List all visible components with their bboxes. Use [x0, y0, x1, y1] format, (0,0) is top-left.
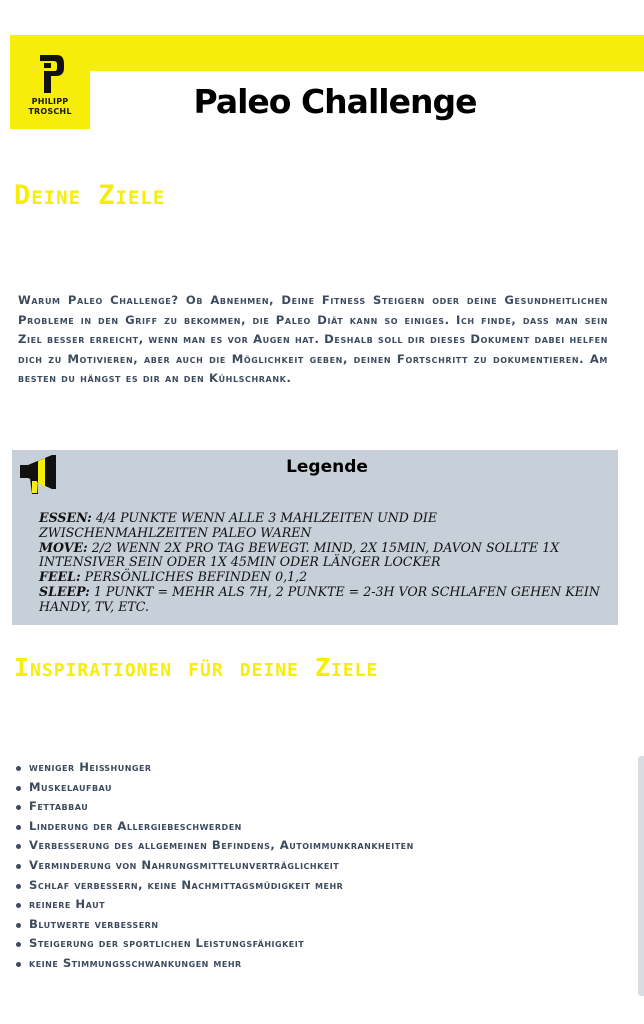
brand-line-2: TROSCHL — [28, 107, 72, 116]
bullet-icon — [16, 786, 21, 791]
list-item-text: weniger Heißhunger — [29, 760, 152, 774]
legend-item-sleep — [39, 585, 609, 615]
list-item — [14, 895, 614, 915]
legend-list — [39, 511, 609, 615]
bullet-icon — [16, 903, 21, 908]
brand-name — [10, 97, 90, 117]
list-item-text: Verbesserung des allgemeinen Befindens, Autoimmunkrankheiten — [29, 838, 414, 853]
legend-term: ESSEN: — [39, 510, 92, 525]
bullet-icon — [16, 805, 21, 810]
list-item — [14, 836, 614, 856]
list-item — [14, 954, 614, 974]
list-item-text: Muskelaufbau — [29, 779, 113, 794]
inspirations-list — [14, 758, 614, 974]
legend-item-feel — [39, 570, 609, 585]
list-item — [14, 797, 614, 817]
bullet-icon — [16, 962, 21, 967]
list-item-text: Linderung der Allergiebeschwerden — [29, 818, 242, 833]
bullet-icon — [16, 864, 21, 869]
list-item-text: Schlaf verbessern, keine Nachmittagsmüdigkeit mehr — [29, 877, 344, 892]
bullet-icon — [16, 942, 21, 947]
brand-logo — [10, 35, 90, 129]
bullet-icon — [16, 766, 21, 771]
list-item-text: Blutwerte verbessern — [29, 916, 159, 931]
legend-text: 1 PUNKT = MEHR ALS 7H, 2 PUNKTE = 2-3H VOR SCHLAFEN GEHEN KEIN HANDY, TV, ETC. — [39, 583, 600, 614]
header-accent-band — [10, 35, 644, 71]
legend-text: PERSÖNLICHES BEFINDEN 0,1,2 — [84, 569, 308, 585]
list-item — [14, 758, 614, 778]
goals-heading: Deine Ziele — [14, 180, 166, 211]
megaphone-icon — [18, 452, 64, 496]
scrollbar[interactable] — [638, 756, 644, 996]
p-monogram-icon — [38, 53, 66, 95]
goals-intro-text: Warum Paleo Challenge? Ob Abnehmen, Deine Fitness Steigern oder deine Gesundheitlichen Probleme in den Griff zu bekommen, die Paleo Diät kann so einiges. Ich finde, dass man sein Ziel besser erreicht, wenn man es vor Augen hat. Deshalb soll dir dieses Dokument dabei helfen dich zu Motivieren, aber auch die Möglichkeit geben, deinen Fortschritt zu dokumentieren. Am besten du hängst es dir an den Kühlschrank. — [18, 293, 608, 385]
list-item-text: reinere Haut — [29, 897, 106, 912]
legend-text: 2/2 WENN 2X PRO TAG BEWEGT. MIND, 2X 15MIN, DAVON SOLLTE 1X INTENSIVER SEIN ODER 1X 45MIN ODER LÄNGER LOCKER — [39, 539, 560, 570]
list-item — [14, 817, 614, 837]
inspirations-heading: Inspirationen für deine Ziele — [14, 653, 379, 682]
legend-term: SLEEP: — [39, 583, 90, 599]
bullet-icon — [16, 884, 21, 889]
legend-title: Legende — [286, 457, 368, 477]
list-item — [14, 876, 614, 896]
brand-line-1: PHILIPP — [31, 97, 69, 106]
legend-item-essen — [39, 511, 609, 541]
legend-panel — [12, 450, 618, 625]
list-item-text: Steigerung der sportlichen Leistungsfähigkeit — [29, 936, 305, 951]
legend-text: 4/4 PUNKTE WENN ALLE 3 MAHLZEITEN UND DIE ZWISCHENMAHLZEITEN PALEO WAREN — [39, 510, 438, 540]
list-item — [14, 934, 614, 954]
list-item — [14, 778, 614, 798]
list-item-text: Fettabbau — [29, 799, 89, 814]
list-item-text: Verminderung von Nahrungsmittelunverträglichkeit — [29, 857, 340, 872]
legend-term: MOVE: — [39, 539, 88, 555]
bullet-icon — [16, 923, 21, 928]
bullet-icon — [16, 844, 21, 849]
list-item — [14, 915, 614, 935]
legend-item-move — [39, 541, 609, 571]
list-item — [14, 856, 614, 876]
page-title: Paleo Challenge — [193, 82, 477, 121]
legend-term: FEEL: — [39, 569, 81, 585]
list-item-text: keine Stimmungsschwankungen mehr — [29, 955, 242, 970]
bullet-icon — [16, 825, 21, 830]
